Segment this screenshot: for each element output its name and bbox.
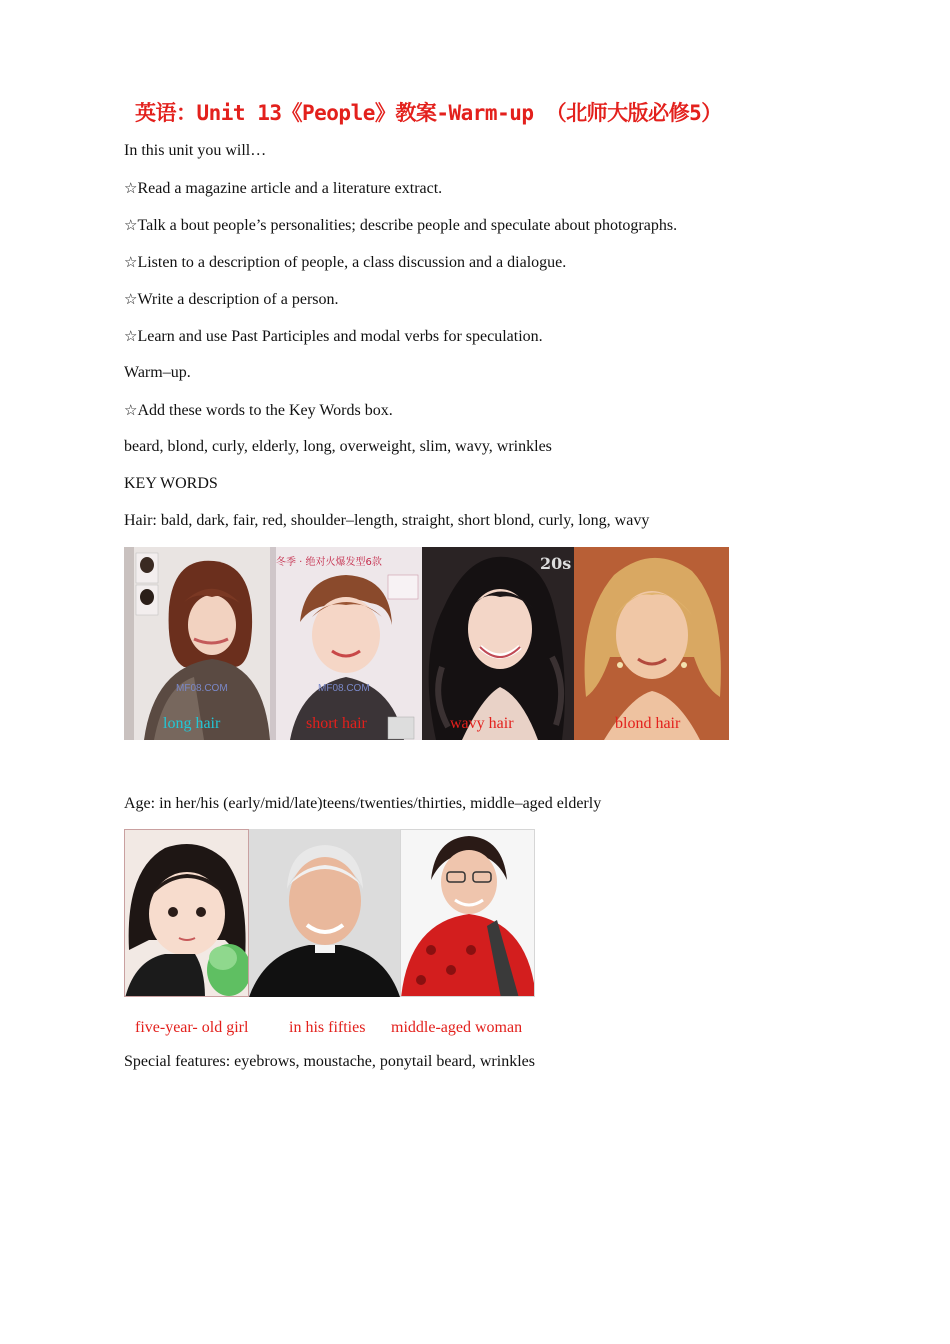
star-icon: ☆ [124,290,138,308]
star-icon: ☆ [124,327,138,345]
objective-text: Learn and use Past Participles and modal verbs for speculation. [137,328,543,345]
key-words-heading: KEY WORDS [124,475,218,492]
star-icon: ☆ [124,253,138,271]
objective-text: Write a description of a person. [137,291,339,308]
objective-item [124,179,442,198]
warmup-heading: Warm–up. [124,364,191,381]
objective-item [124,290,339,309]
intro-text: In this unit you will… [124,142,267,159]
long-hair-portrait-image [124,547,270,740]
star-icon: ☆ [124,179,138,197]
age-photo-man [249,829,400,997]
magazine-header-text: 20s [540,554,572,573]
young-girl-photo-image [125,830,249,997]
age-photo-woman [400,829,535,997]
objective-text: Listen to a description of people, a class discussion and a dialogue. [137,254,567,271]
objective-text: Read a magazine article and a literature extract. [137,180,443,197]
age-photo-girl [124,829,249,997]
objective-item [124,253,566,272]
short-hair-portrait-image [270,547,422,740]
wavy-hair-portrait-image [422,547,574,740]
blond-hair-portrait-image [574,547,729,740]
hair-photo-short [270,547,422,740]
objective-item [124,216,677,235]
word-list: beard, blond, curly, elderly, long, overweight, slim, wavy, wrinkles [124,438,552,455]
special-features-line: Special features: eyebrows, moustache, ponytail beard, wrinkles [124,1053,535,1070]
watermark-text: MF08.COM [318,683,370,694]
age-caption-man: in his fifties [289,1019,366,1036]
age-photo-strip [124,829,535,997]
age-caption-woman: middle-aged woman [391,1019,523,1036]
hair-caption-long: long hair [163,715,221,732]
hair-caption-wavy: wavy hair [450,715,514,732]
man-fifties-photo-image [249,829,400,997]
age-caption-girl: five-year- old girl [135,1019,249,1036]
instruction-text: Add these words to the Key Words box. [137,402,393,419]
objective-item [124,327,543,346]
hair-photo-strip [124,547,729,740]
hair-photo-blond [574,547,729,740]
hair-caption-short: short hair [306,715,367,732]
middle-aged-woman-photo-image [401,830,535,997]
star-icon: ☆ [124,216,138,234]
objective-text: Talk a bout people’s personalities; describe people and speculate about photographs. [137,217,678,234]
hair-photo-long [124,547,270,740]
hair-caption-blond: blond hair [615,715,681,732]
document-title: 英语：Unit 13《People》教案-Warm-up （北师大版必修5） [135,101,722,125]
hair-photo-wavy [422,547,574,740]
add-words-instruction [124,401,393,420]
star-icon: ☆ [124,401,138,419]
age-line: Age: in her/his (early/mid/late)teens/twenties/thirties, middle–aged elderly [124,795,602,812]
hair-line: Hair: bald, dark, fair, red, shoulder–length, straight, short blond, curly, long, wavy [124,512,650,529]
magazine-header-text: 冬季 · 绝对火爆发型6款 [276,557,382,568]
watermark-text: MF08.COM [176,683,228,694]
